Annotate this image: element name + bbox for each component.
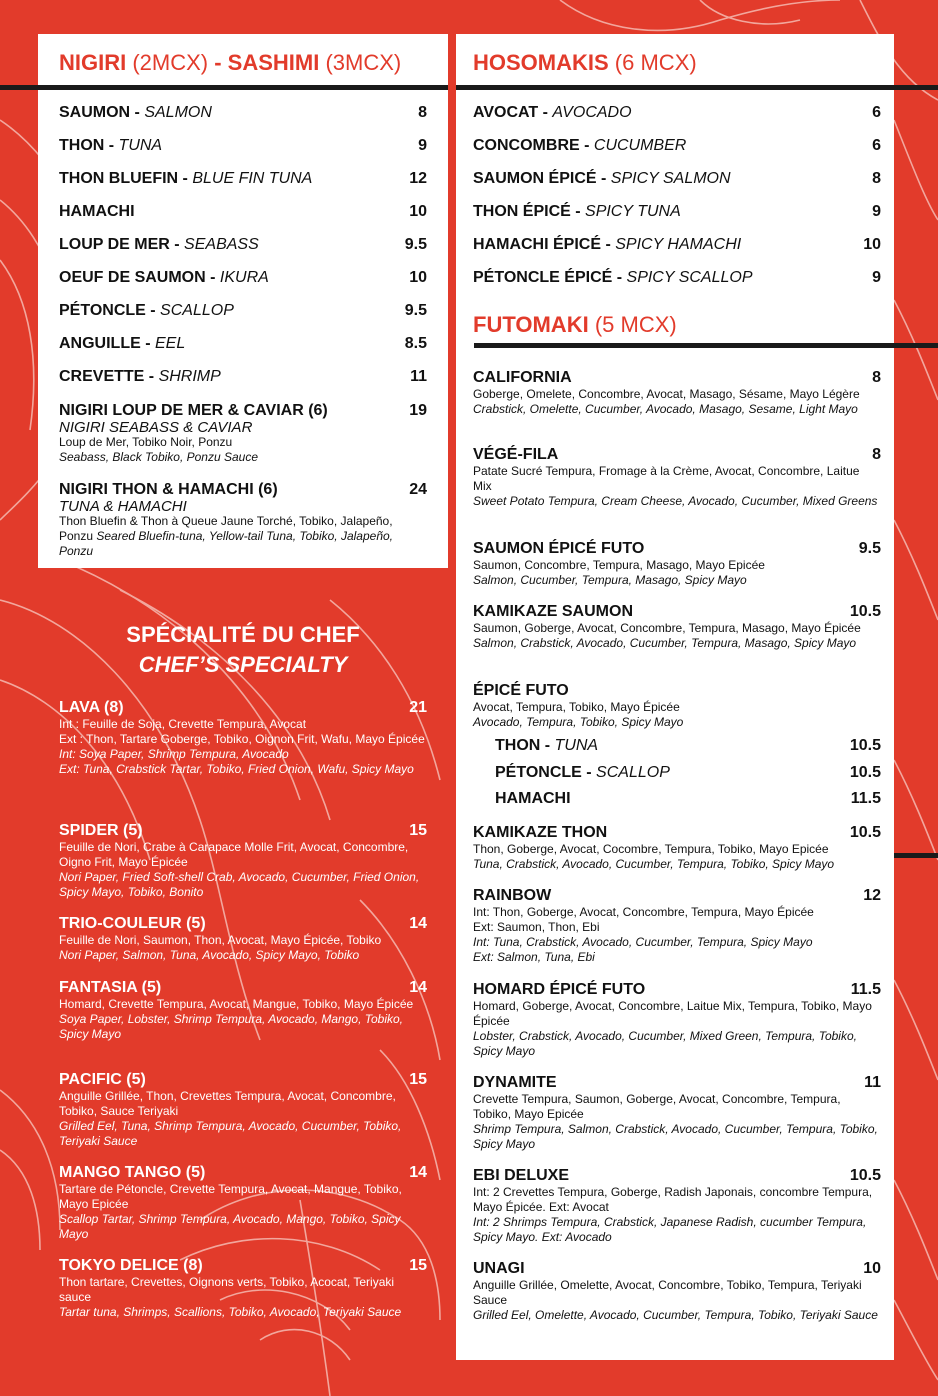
item-description-fr: Anguille Grillée, Omelette, Avocat, Concombre, Tobiko, Tempura, Teriyaki Sauce xyxy=(473,1278,862,1307)
option-name-en: SCALLOP xyxy=(596,764,670,781)
title-part: (5 MCX) xyxy=(588,312,677,337)
item-header xyxy=(59,699,427,717)
futomaki-item xyxy=(473,540,881,588)
futomaki-item xyxy=(473,1260,881,1323)
item-name-en: SPICY SCALLOP xyxy=(626,269,753,286)
item-name-fr: THON - xyxy=(59,137,119,154)
item-price: 10.5 xyxy=(849,603,881,620)
item-price: 11 xyxy=(864,1074,881,1091)
title-part: NIGIRI xyxy=(59,50,127,75)
menu-row xyxy=(473,203,881,221)
item-name-en: IKURA xyxy=(219,269,269,286)
item-price: 14 xyxy=(409,979,427,996)
item-price: 14 xyxy=(409,915,427,932)
menu-row xyxy=(473,104,881,122)
item-price: 9.5 xyxy=(858,540,881,557)
item-name: LAVA (8) xyxy=(59,699,124,716)
item-name-en: AVOCADO xyxy=(552,104,632,121)
futomaki-item xyxy=(473,887,881,965)
divider-stripe xyxy=(0,85,448,90)
item-description-en: Nori Paper, Salmon, Tuna, Avocado, Spicy Mayo, Tobiko xyxy=(59,948,360,962)
chef-special-item xyxy=(59,699,427,777)
item-name-fr: HAMACHI xyxy=(59,203,135,220)
futomaki-item xyxy=(473,824,881,872)
item-description-en: Ponzu xyxy=(59,544,94,558)
menu-row xyxy=(59,104,427,122)
item-name-fr: AVOCAT - xyxy=(473,104,553,121)
item-description-en: Shrimp Tempura, Salmon, Crabstick, Avocado, Cucumber, Tempura, Tobiko, Spicy Mayo xyxy=(473,1122,878,1151)
option-name xyxy=(495,790,571,808)
item-price: 12 xyxy=(863,887,881,904)
item-price: 10 xyxy=(409,269,427,286)
option-name xyxy=(495,764,670,782)
item-subtitle: NIGIRI SEABASS & CAVIAR xyxy=(59,419,253,436)
title-part: (3MCX) xyxy=(319,50,402,75)
item-name: SPIDER (5) xyxy=(59,822,143,839)
item-price: 15 xyxy=(409,1257,427,1274)
item-price: 15 xyxy=(409,1071,427,1088)
item-description-en: Sweet Potato Tempura, Cream Cheese, Avocado, Cucumber, Mixed Greens xyxy=(473,494,878,508)
item-description-fr: Goberge, Omelete, Concombre, Avocat, Masago, Sésame, Mayo Légère xyxy=(473,387,860,401)
chef-specialty-title xyxy=(38,620,448,680)
item-description-en: Int: Tuna, Crabstick, Avocado, Cucumber, Tempura, Spicy Mayo xyxy=(473,935,813,949)
futomaki-item xyxy=(473,1167,881,1245)
item-header xyxy=(473,369,881,387)
item-description-fr: Crevette Tempura, Saumon, Goberge, Avocat, Concombre, Tempura, Tobiko, Mayo Epicée xyxy=(473,1092,841,1121)
item-description-en: Salmon, Crabstick, Avocado, Cucumber, Tempura, Masago, Spicy Mayo xyxy=(473,636,857,650)
item-description-en: Ext: Salmon, Tuna, Ebi xyxy=(473,950,595,964)
option-price: 10.5 xyxy=(849,737,881,754)
item-name xyxy=(59,137,162,155)
item-description-en: Grilled Eel, Omelette, Avocado, Cucumber, Tempura, Tobiko, Teriyaki Sauce xyxy=(473,1308,878,1322)
item-description-fr: Avocat, Tempura, Tobiko, Mayo Épicée xyxy=(473,700,680,714)
item-header xyxy=(473,1260,881,1278)
item-description-fr: Feuille de Nori, Crabe à Carapace Molle Frit, Avocat, Concombre, Oigno Frit, Mayo Épicée xyxy=(59,840,409,869)
menu-row xyxy=(59,203,427,221)
item-name xyxy=(473,170,731,188)
item-name-en: TUNA xyxy=(118,137,163,154)
item-name xyxy=(59,236,259,254)
title-part: - SASHIMI xyxy=(214,50,320,75)
item-name: NIGIRI LOUP DE MER & CAVIAR (6) xyxy=(59,402,328,419)
item-price: 8.5 xyxy=(404,335,427,352)
item-name xyxy=(59,203,135,221)
chef-special-item xyxy=(59,1071,427,1149)
item-name: MANGO TANGO (5) xyxy=(59,1164,206,1181)
option-row xyxy=(495,737,881,755)
item-description-en: Int: 2 Shrimps Tempura, Crabstick, Japanese Radish, cucumber Tempura, Spicy Mayo. Ext: Avocado xyxy=(473,1215,867,1244)
item-name xyxy=(59,269,269,287)
item-name xyxy=(59,335,185,353)
item-name xyxy=(59,368,221,386)
item-name-en: SCALLOP xyxy=(160,302,234,319)
item-description-en: Tuna, Crabstick, Avocado, Cucumber, Tempura, Tobiko, Spicy Mayo xyxy=(473,857,835,871)
option-name-fr: THON - xyxy=(495,737,555,754)
menu-row xyxy=(59,335,427,353)
item-header xyxy=(473,446,881,464)
item-description-en: Nori Paper, Fried Soft-shell Crab, Avocado, Cucumber, Fried Onion, Spicy Mayo, Tobiko, Bonito xyxy=(59,870,420,899)
item-description-mixed xyxy=(59,529,427,544)
item-description-en: Soya Paper, Lobster, Shrimp Tempura, Avocado, Mango, Tobiko, Spicy Mayo xyxy=(59,1012,403,1041)
item-name: TRIO-COULEUR (5) xyxy=(59,915,206,932)
item-description-fr: Patate Sucré Tempura, Fromage à la Crème, Avocat, Concombre, Laitue Mix xyxy=(473,464,860,493)
title-line-fr: SPÉCIALITÉ DU CHEF xyxy=(126,622,360,647)
item-name-fr: THON BLUEFIN - xyxy=(59,170,193,187)
item-name-en: SEABASS xyxy=(184,236,259,253)
item-description-fr: Ext: Saumon, Thon, Ebi xyxy=(473,920,600,934)
item-name-fr: PÉTONCLE ÉPICÉ - xyxy=(473,269,627,286)
description-en: Seared Bluefin-tuna, Yellow-tail Tuna, Tobiko, Jalapeño, xyxy=(96,529,393,543)
item-name-en: SPICY HAMACHI xyxy=(615,236,742,253)
option-name xyxy=(495,737,598,755)
futomaki-item xyxy=(473,603,881,651)
futomaki-item xyxy=(473,446,881,509)
title-part: (6 MCX) xyxy=(608,50,697,75)
item-description-en: Crabstick, Omelette, Cucumber, Avocado, Masago, Sesame, Light Mayo xyxy=(473,402,858,416)
item-header xyxy=(59,1071,427,1089)
item-description-fr: Feuille de Nori, Saumon, Thon, Avocat, Mayo Épicée, Tobiko xyxy=(59,933,382,947)
menu-row xyxy=(59,269,427,287)
item-description-fr: Int: 2 Crevettes Tempura, Goberge, Radish Japonais, concombre Tempura, Mayo Épicée. Ext: Avocat xyxy=(473,1185,873,1214)
item-header xyxy=(473,1074,881,1092)
option-row xyxy=(495,764,881,782)
item-name xyxy=(59,104,212,122)
item-description-fr: Loup de Mer, Tobiko Noir, Ponzu xyxy=(59,435,233,449)
item-price: 8 xyxy=(872,446,881,463)
item-price: 10 xyxy=(863,236,881,253)
item-name-en: BLUE FIN TUNA xyxy=(192,170,313,187)
item-description-fr: Saumon, Concombre, Tempura, Masago, Mayo Epicée xyxy=(473,558,765,572)
item-price: 9.5 xyxy=(404,236,427,253)
option-row xyxy=(495,790,881,808)
item-header xyxy=(59,915,427,933)
chef-special-item xyxy=(59,979,427,1042)
item-price: 6 xyxy=(872,104,881,121)
item-header xyxy=(59,1257,427,1275)
item-price: 6 xyxy=(872,137,881,154)
futomaki-item xyxy=(473,1074,881,1152)
item-description-en: Seabass, Black Tobiko, Ponzu Sauce xyxy=(59,450,259,464)
item-description-fr: Anguille Grillée, Thon, Crevettes Tempura, Avocat, Concombre, Tobiko, Sauce Teriyaki xyxy=(59,1089,396,1118)
item-name: KAMIKAZE SAUMON xyxy=(473,603,633,620)
chef-special-item xyxy=(59,822,427,900)
divider-stripe xyxy=(894,853,938,858)
item-description-fr: Int : Feuille de Soja, Crevette Tempura, Avocat xyxy=(59,717,307,731)
item-description-en: Tartar tuna, Shrimps, Scallions, Tobiko, Avocado, Teriyaki Sauce xyxy=(59,1305,402,1319)
item-description-fr: Thon, Goberge, Avocat, Cocombre, Tempura, Tobiko, Mayo Epicée xyxy=(473,842,829,856)
item-name-fr: CONCOMBRE - xyxy=(473,137,594,154)
menu-row xyxy=(59,137,427,155)
item-name xyxy=(59,170,312,188)
option-name-en: TUNA xyxy=(554,737,599,754)
item-name: DYNAMITE xyxy=(473,1074,557,1091)
item-name: UNAGI xyxy=(473,1260,525,1277)
item-price: 11 xyxy=(410,368,427,385)
item-header xyxy=(59,1164,427,1182)
item-name: FANTASIA (5) xyxy=(59,979,162,996)
item-description-en: Salmon, Cucumber, Tempura, Masago, Spicy Mayo xyxy=(473,573,747,587)
item-name-en: SHRIMP xyxy=(158,368,221,385)
menu-row xyxy=(59,170,427,188)
option-price: 11.5 xyxy=(850,790,881,807)
item-price: 8 xyxy=(418,104,427,121)
item-name-en: EEL xyxy=(155,335,186,352)
item-price: 24 xyxy=(409,481,427,498)
item-name: ÉPICÉ FUTO xyxy=(473,682,569,699)
item-price: 14 xyxy=(409,1164,427,1181)
item-price: 10.5 xyxy=(849,1167,881,1184)
menu-row xyxy=(473,137,881,155)
item-header xyxy=(473,540,881,558)
item-description-fr: Thon Bluefin & Thon à Queue Jaune Torché, Tobiko, Jalapeño, xyxy=(59,514,393,528)
item-name-fr: LOUP DE MER - xyxy=(59,236,185,253)
title-part: HOSOMAKIS xyxy=(473,50,609,75)
item-price: 9.5 xyxy=(404,302,427,319)
item-price: 21 xyxy=(409,699,427,716)
item-name-fr: PÉTONCLE - xyxy=(59,302,161,319)
item-description-en: Avocado, Tempura, Tobiko, Spicy Mayo xyxy=(473,715,684,729)
item-description-en: Scallop Tartar, Shrimp Tempura, Avocado, Mango, Tobiko, Spicy Mayo xyxy=(59,1212,401,1241)
item-description-en: Lobster, Crabstick, Avocado, Cucumber, Mixed Green, Tempura, Tobiko, Spicy Mayo xyxy=(473,1029,857,1058)
item-description-fr: Homard, Crevette Tempura, Avocat, Mangue, Tobiko, Mayo Épicée xyxy=(59,997,414,1011)
item-name: NIGIRI THON & HAMACHI (6) xyxy=(59,481,278,498)
divider-stripe xyxy=(456,85,938,90)
item-price: 12 xyxy=(409,170,427,187)
chef-special-item xyxy=(59,915,427,963)
futomaki-item xyxy=(473,981,881,1059)
item-header xyxy=(473,824,881,842)
item-description-en: Grilled Eel, Tuna, Shrimp Tempura, Avocado, Cucumber, Tobiko, Teriyaki Sauce xyxy=(59,1119,402,1148)
futomaki-item xyxy=(473,682,881,730)
nigiri-section-title xyxy=(59,50,401,76)
item-price: 8 xyxy=(872,170,881,187)
futomaki-section-title xyxy=(473,312,677,338)
nigiri-special-seabass-caviar xyxy=(59,402,427,465)
item-name-en: SALMON xyxy=(144,104,212,121)
item-name-fr: HAMACHI ÉPICÉ - xyxy=(473,236,616,253)
menu-row xyxy=(59,368,427,386)
item-price: 9 xyxy=(418,137,427,154)
option-name-fr: HAMACHI xyxy=(495,790,571,807)
item-header xyxy=(59,979,427,997)
item-name-fr: THON ÉPICÉ - xyxy=(473,203,586,220)
item-header xyxy=(473,981,881,999)
item-name-fr: OEUF DE SAUMON - xyxy=(59,269,220,286)
item-price: 10 xyxy=(409,203,427,220)
item-name: VÉGÉ-FILA xyxy=(473,446,559,463)
item-price: 10 xyxy=(863,1260,881,1277)
menu-row xyxy=(473,269,881,287)
futomaki-item xyxy=(473,369,881,417)
description-fr: Ponzu xyxy=(59,529,97,543)
item-price: 15 xyxy=(409,822,427,839)
item-subtitle: TUNA & HAMACHI xyxy=(59,498,187,515)
item-name-en: SPICY SALMON xyxy=(610,170,731,187)
item-description-fr: Ext : Thon, Tartare Goberge, Tobiko, Oignon Frit, Wafu, Mayo Épicée xyxy=(59,732,425,746)
title-line-en: CHEF’S SPECIALTY xyxy=(138,652,348,677)
item-price: 9 xyxy=(872,269,881,286)
item-name: SAUMON ÉPICÉ FUTO xyxy=(473,540,645,557)
option-price: 10.5 xyxy=(849,764,881,781)
title-part: (2MCX) xyxy=(126,50,215,75)
item-header xyxy=(473,603,881,621)
option-name-fr: PÉTONCLE - xyxy=(495,764,597,781)
hosomakis-section-title xyxy=(473,50,697,76)
item-price: 9 xyxy=(872,203,881,220)
item-price: 11.5 xyxy=(850,981,881,998)
item-name xyxy=(473,104,632,122)
item-name-fr: ANGUILLE - xyxy=(59,335,155,352)
item-name: RAINBOW xyxy=(473,887,552,904)
item-header xyxy=(473,1167,881,1185)
item-name: TOKYO DELICE (8) xyxy=(59,1257,203,1274)
item-price: 19 xyxy=(409,402,427,419)
item-name xyxy=(473,203,681,221)
item-description-fr: Homard, Goberge, Avocat, Concombre, Laitue Mix, Tempura, Tobiko, Mayo Épicée xyxy=(473,999,872,1028)
item-name: CALIFORNIA xyxy=(473,369,572,386)
item-header xyxy=(59,822,427,840)
chef-special-item xyxy=(59,1164,427,1242)
item-name-fr: SAUMON ÉPICÉ - xyxy=(473,170,611,187)
item-name-fr: SAUMON - xyxy=(59,104,145,121)
item-name: HOMARD ÉPICÉ FUTO xyxy=(473,981,646,998)
item-header xyxy=(473,887,881,905)
menu-row xyxy=(473,170,881,188)
item-name xyxy=(473,269,753,287)
item-description-en: Int: Soya Paper, Shrimp Tempura, Avocado xyxy=(59,747,289,761)
item-name-en: CUCUMBER xyxy=(593,137,687,154)
item-name-fr: CREVETTE - xyxy=(59,368,159,385)
item-description-fr: Saumon, Goberge, Avocat, Concombre, Tempura, Masago, Mayo Épicée xyxy=(473,621,861,635)
item-name-en: SPICY TUNA xyxy=(585,203,681,220)
menu-row xyxy=(59,236,427,254)
item-name xyxy=(473,137,686,155)
item-description-fr: Tartare de Pétoncle, Crevette Tempura, Avocat, Mangue, Tobiko, Mayo Epicée xyxy=(59,1182,402,1211)
item-price: 10.5 xyxy=(849,824,881,841)
title-part: FUTOMAKI xyxy=(473,312,589,337)
divider-stripe xyxy=(474,343,938,348)
nigiri-special-tuna-hamachi xyxy=(59,481,427,559)
item-name: PACIFIC (5) xyxy=(59,1071,146,1088)
item-header xyxy=(473,682,881,700)
item-description-fr: Int: Thon, Goberge, Avocat, Concombre, Tempura, Mayo Épicée xyxy=(473,905,814,919)
item-name xyxy=(59,302,234,320)
item-name xyxy=(473,236,741,254)
menu-row xyxy=(473,236,881,254)
menu-row xyxy=(59,302,427,320)
chef-special-item xyxy=(59,1257,427,1320)
item-price: 8 xyxy=(872,369,881,386)
item-description-fr: Thon tartare, Crevettes, Oignons verts, Tobiko, Acocat, Teriyaki sauce xyxy=(59,1275,395,1304)
item-description-en: Ext: Tuna, Crabstick Tartar, Tobiko, Fried Onion, Wafu, Spicy Mayo xyxy=(59,762,414,776)
item-name: KAMIKAZE THON xyxy=(473,824,608,841)
item-name: EBI DELUXE xyxy=(473,1167,570,1184)
